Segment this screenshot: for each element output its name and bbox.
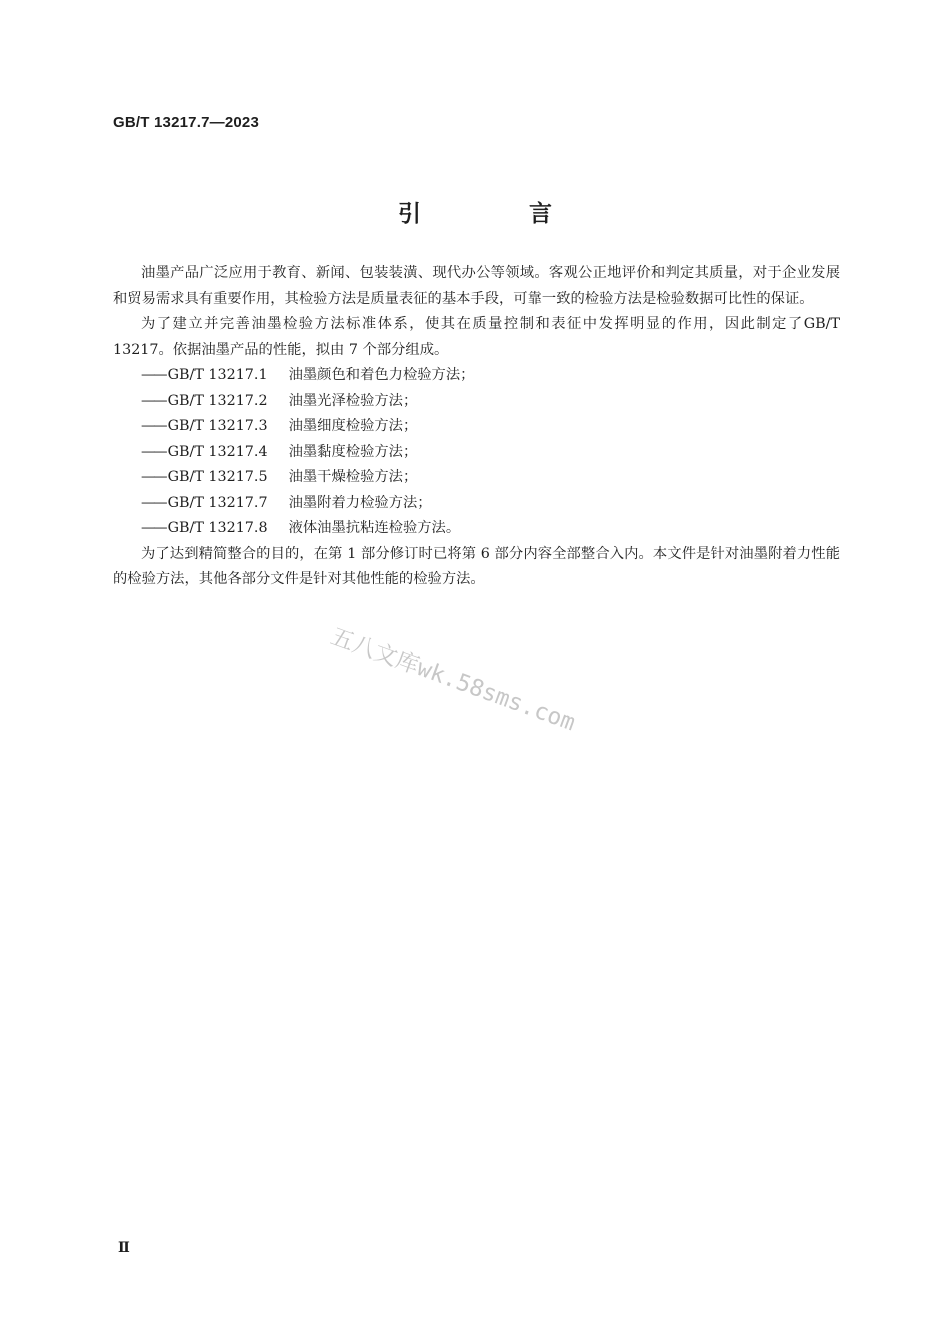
parts-list (113, 363, 840, 542)
part-name: 油墨黏度检验方法； (288, 443, 418, 460)
part-code: GB/T 13217.5 (167, 469, 268, 485)
list-item (113, 440, 840, 466)
list-dash: —— (141, 469, 166, 485)
part-name: 油墨颜色和着色力检验方法； (288, 367, 475, 383)
list-dash: —— (141, 367, 166, 383)
intro-paragraph: 油墨产品广泛应用于教育、新闻、包装装潢、现代办公等领域。客观公正地评价和判定其质量，对于企业发展和贸易需求具有重要作用，其检验方法是质量表征的基本手段，可靠一致的检验方法是检验数据可比性的保证。 (113, 265, 840, 307)
list-item (113, 516, 840, 542)
part-name: 油墨光泽检验方法； (288, 392, 418, 409)
list-item (113, 491, 840, 517)
list-dash: —— (141, 443, 166, 460)
part-code: GB/T 13217.8 (167, 520, 268, 536)
part-code: GB/T 13217.4 (167, 443, 268, 460)
standard-code-header: GB/T 13217.7—2023 (113, 114, 259, 131)
section-title: 引 言 (397, 201, 602, 227)
page-number: Ⅱ (118, 1240, 130, 1256)
part-name: 油墨附着力检验方法； (288, 494, 432, 511)
watermark: 五八文库wk.58sms.com (327, 623, 579, 737)
list-dash: —— (141, 494, 166, 511)
list-item (113, 363, 840, 389)
scope-paragraph: 为了建立并完善油墨检验方法标准体系，使其在质量控制和表征中发挥明显的作用，因此制定了GB/T 13217。依据油墨产品的性能，拟由 7 个部分组成。 (113, 316, 840, 358)
document-body (113, 261, 840, 593)
part-code: GB/T 13217.1 (167, 367, 268, 383)
list-dash: —— (141, 392, 166, 409)
part-name: 油墨细度检验方法； (288, 418, 418, 434)
closing-paragraph: 为了达到精简整合的目的，在第 1 部分修订时已将第 6 部分内容全部整合入内。本文件是针对油墨附着力性能的检验方法，其他各部分文件是针对其他性能的检验方法。 (113, 545, 840, 587)
part-code: GB/T 13217.2 (167, 392, 268, 409)
list-dash: —— (141, 418, 166, 434)
list-item (113, 414, 840, 440)
part-name: 油墨干燥检验方法； (288, 469, 418, 485)
list-dash: —— (141, 520, 166, 536)
part-code: GB/T 13217.7 (167, 494, 268, 511)
part-code: GB/T 13217.3 (167, 418, 268, 434)
part-name: 液体油墨抗粘连检验方法。 (288, 520, 461, 536)
list-item (113, 389, 840, 415)
list-item (113, 465, 840, 491)
